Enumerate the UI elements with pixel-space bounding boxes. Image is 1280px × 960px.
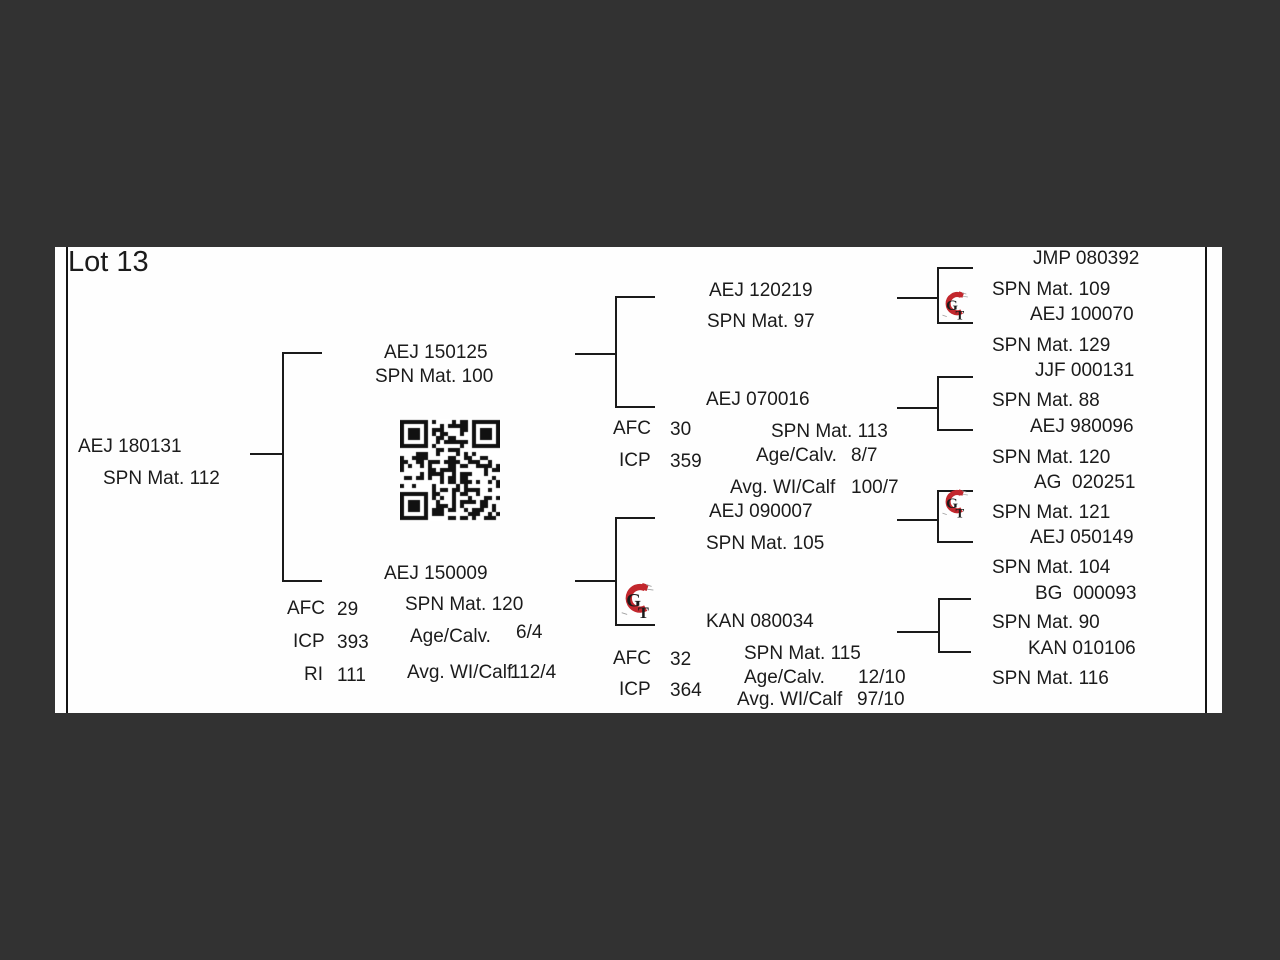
connector-line [615,296,617,407]
avg-wi-label: Avg. WI/Calf [737,689,843,710]
icp-label: ICP [619,450,651,471]
gt-logo-letter-g: G [626,590,642,612]
connector-line [897,297,938,299]
gt-logo-letter-g: G [946,495,958,513]
avg-wi-value: 112/4 [510,662,557,683]
connector-line [938,598,971,600]
gt-logo-icon [941,487,970,519]
spn-record: SPN Mat. 120 [992,447,1111,468]
animal-id: AEJ 150125 [384,342,488,363]
connector-line [575,353,616,355]
ri-label: RI [304,664,323,685]
animal-id: AEJ 150009 [384,563,488,584]
gt-logo-letter-t: T [955,307,965,321]
connector-line [615,517,617,625]
connector-line [615,296,655,298]
spn-record: SPN Mat. 90 [992,612,1100,633]
animal-id: AEJ 980096 [1030,416,1134,437]
connector-line [937,322,973,324]
spn-record: SPN Mat. 109 [992,279,1111,300]
icp-label: ICP [293,631,325,652]
spn-record: SPN Mat. 105 [706,533,825,554]
connector-line [937,490,939,542]
afc-value: 30 [670,419,692,440]
gt-logo-letter-g: G [946,297,958,315]
spn-record: SPN Mat. 121 [992,502,1111,523]
animal-id: AEJ 120219 [709,280,813,301]
connector-line [937,429,973,431]
spn-record: SPN Mat. 100 [375,366,494,387]
age-calv-value: 8/7 [851,445,878,466]
avg-wi-label: Avg. WI/Calf [730,477,836,498]
gt-logo-letter-t: T [638,603,649,619]
spn-record: SPN Mat. 120 [405,594,524,615]
avg-wi-label: Avg. WI/Calf [407,662,513,683]
animal-id: AEJ 070016 [706,389,810,410]
afc-label: AFC [613,648,651,669]
icp-value: 393 [337,632,369,653]
age-calv-label: Age/Calv. [744,667,825,688]
animal-id: KAN 010106 [1028,638,1136,659]
connector-line [615,406,655,408]
connector-line [615,517,655,519]
gt-logo-icon [941,289,970,321]
age-calv-value: 12/10 [858,667,906,688]
connector-line [937,541,973,543]
animal-id: AG 020251 [1034,472,1136,493]
afc-label: AFC [613,418,651,439]
spn-record: SPN Mat. 88 [992,390,1100,411]
afc-value: 29 [337,599,359,620]
connector-line [937,267,939,323]
connector-line [575,580,616,582]
animal-id: JMP 080392 [1033,248,1140,269]
age-calv-value: 6/4 [516,622,543,643]
connector-line [938,598,940,652]
afc-label: AFC [287,598,325,619]
avg-wi-value: 100/7 [851,477,899,498]
connector-line [897,519,938,521]
page-edge-rule-right [1205,247,1207,713]
gt-logo-letter-t: T [955,505,965,519]
qr-code [400,419,500,521]
connector-line [938,651,971,653]
afc-value: 32 [670,649,692,670]
connector-line [282,352,284,581]
animal-id: KAN 080034 [706,611,814,632]
pedigree-page [55,247,1222,713]
animal-id: AEJ 180131 [78,436,182,457]
connector-line [937,376,939,430]
connector-line [282,352,322,354]
icp-value: 359 [670,451,702,472]
page-edge-rule-left [66,247,68,713]
spn-record: SPN Mat. 97 [707,311,815,332]
animal-id: BG 000093 [1035,583,1137,604]
spn-record: SPN Mat. 115 [744,643,861,664]
animal-id: AEJ 050149 [1030,527,1134,548]
age-calv-label: Age/Calv. [756,445,837,466]
spn-record: SPN Mat. 129 [992,335,1111,356]
icp-label: ICP [619,679,651,700]
spn-record: SPN Mat. 113 [771,421,888,442]
icp-value: 364 [670,680,702,701]
spn-record: SPN Mat. 116 [992,668,1109,689]
gt-logo-icon [619,581,657,619]
spn-record: SPN Mat. 112 [103,468,220,489]
connector-line [897,407,938,409]
connector-line [897,631,938,633]
connector-line [937,376,973,378]
connector-line [615,624,655,626]
age-calv-label: Age/Calv. [410,626,491,647]
animal-id: AEJ 100070 [1030,304,1134,325]
connector-line [250,453,283,455]
page-title: Lot 13 [68,246,149,278]
avg-wi-value: 97/10 [857,689,905,710]
animal-id: JJF 000131 [1035,360,1135,381]
connector-line [282,580,322,582]
connector-line [937,267,973,269]
animal-id: AEJ 090007 [709,501,813,522]
spn-record: SPN Mat. 104 [992,557,1111,578]
ri-value: 111 [337,665,366,686]
